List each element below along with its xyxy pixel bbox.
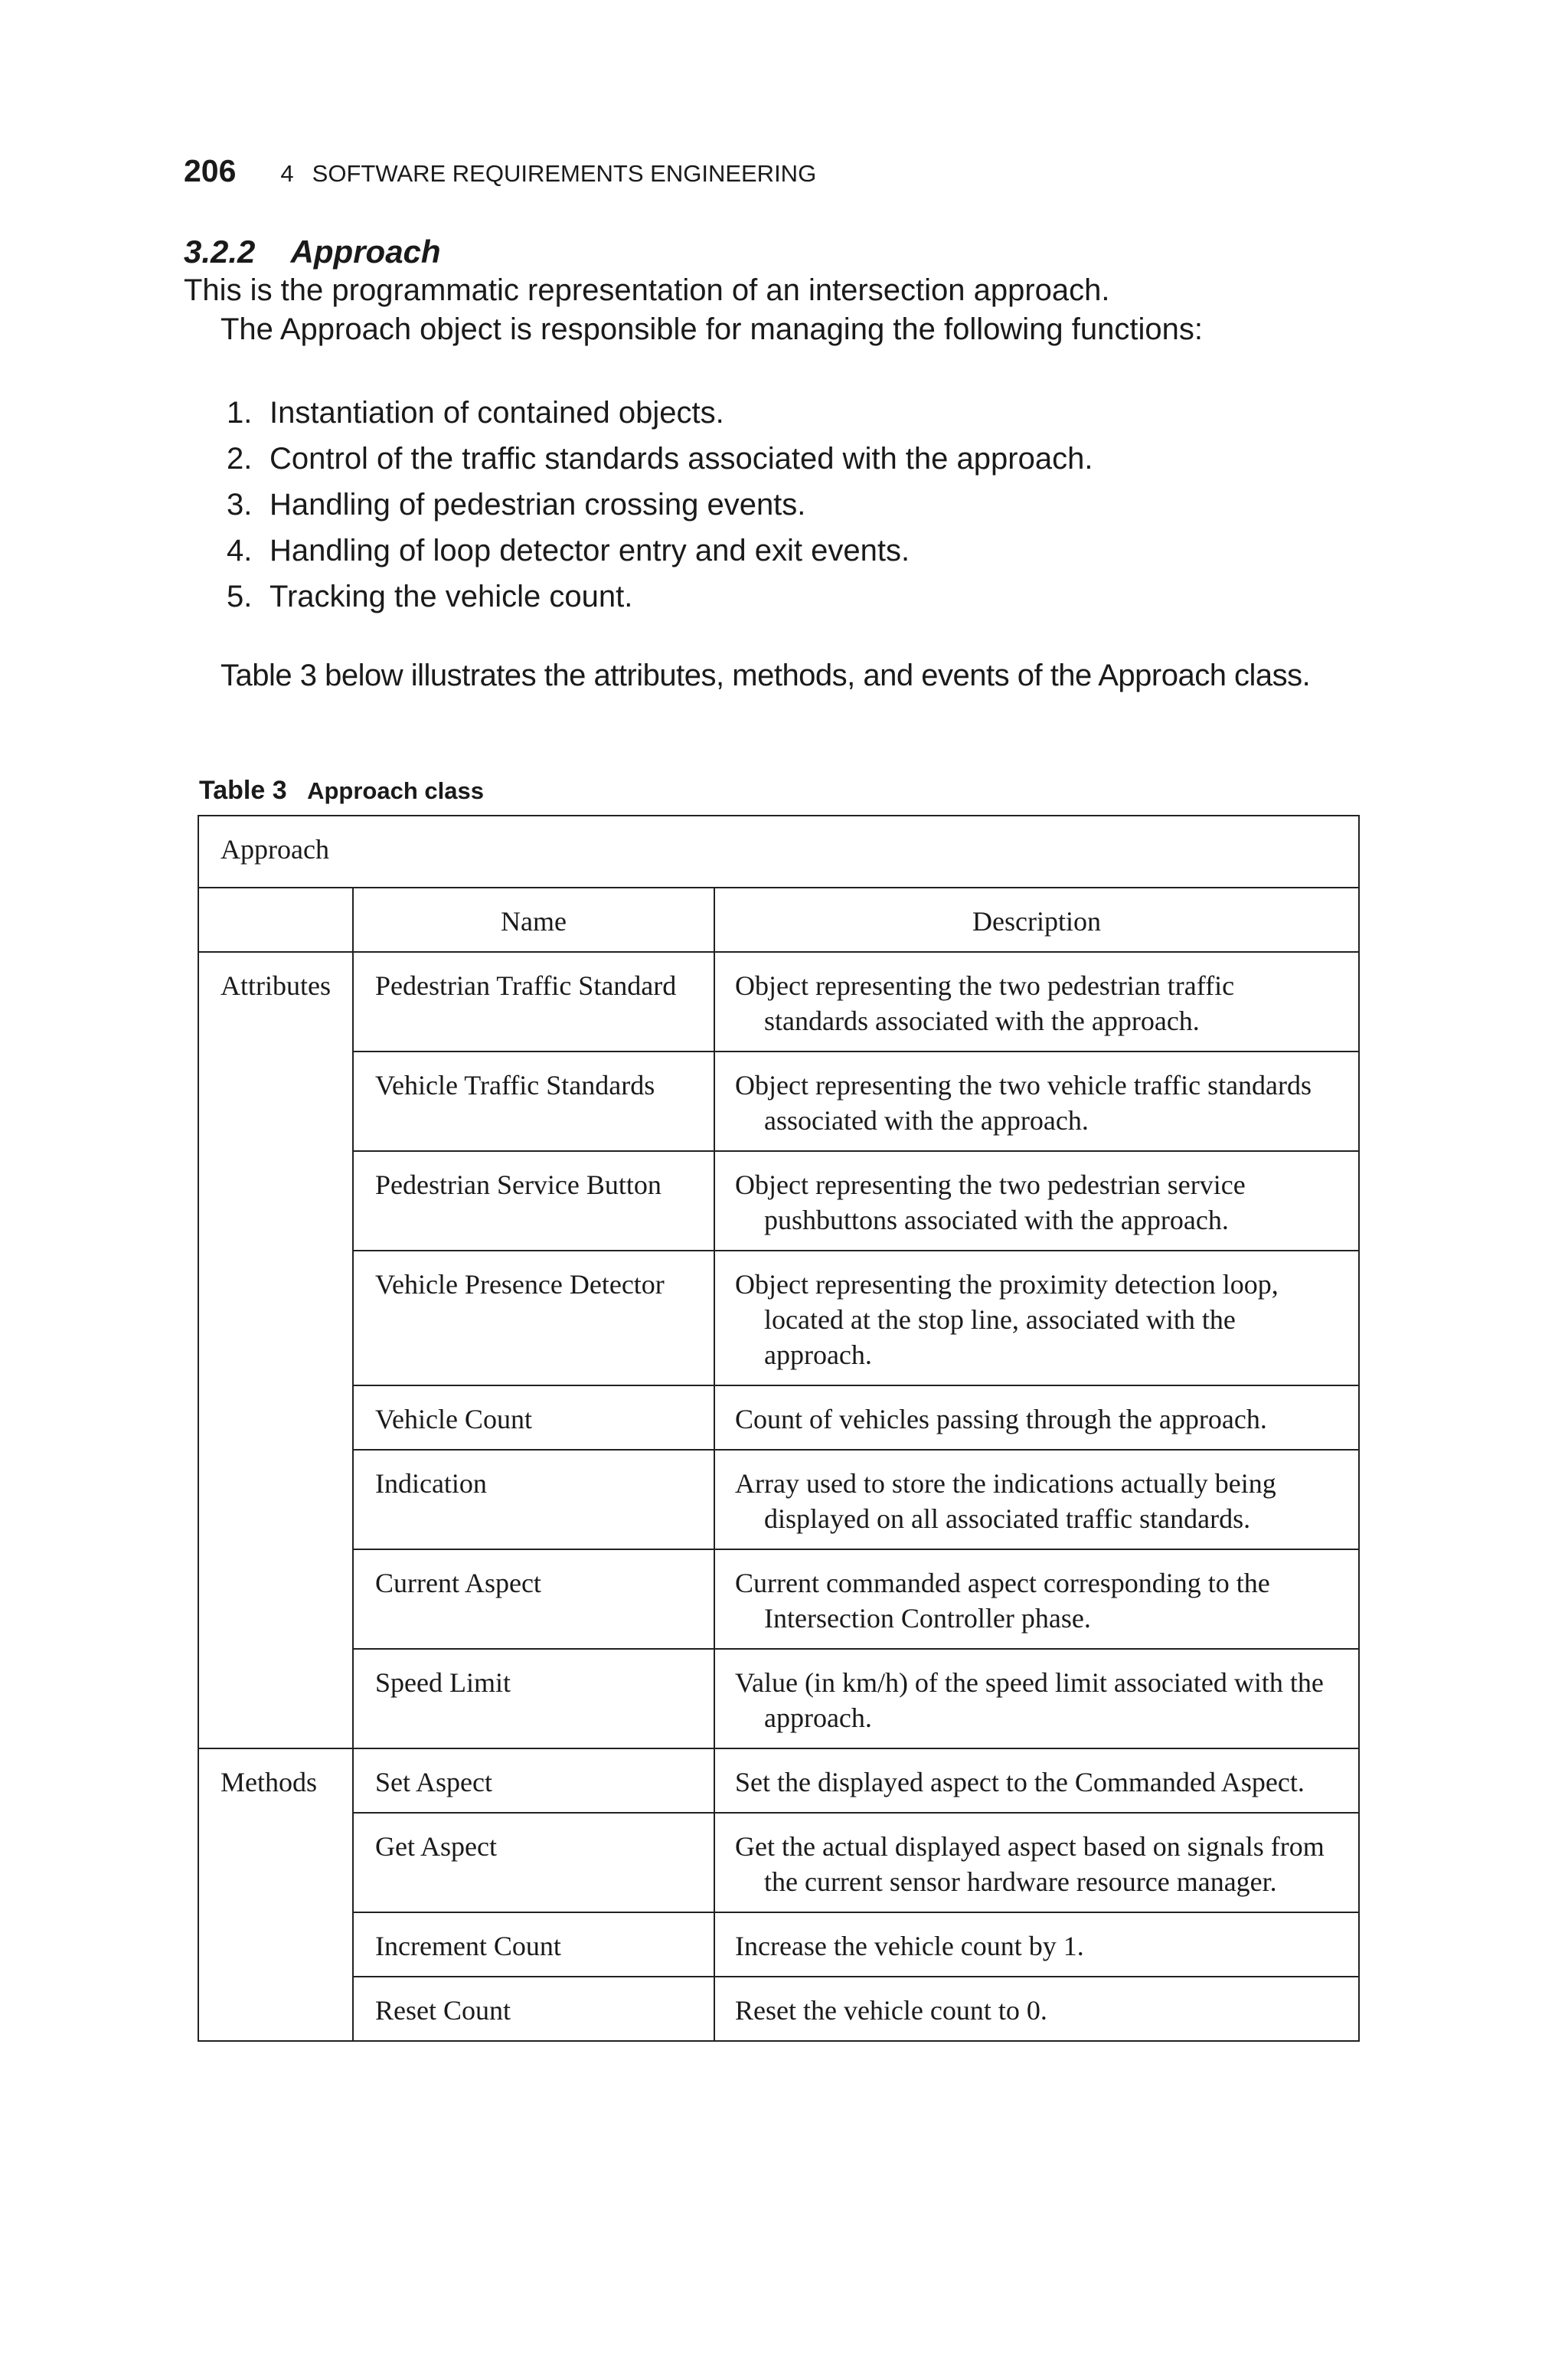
- list-item-text: Control of the traffic standards associated with the approach.: [270, 442, 1093, 476]
- list-item-text: Handling of pedestrian crossing events.: [270, 488, 806, 522]
- table-row: [198, 1912, 1359, 1977]
- attribute-description-cell: Object representing the two pedestrian service pushbuttons associated with the approach.: [714, 1151, 1359, 1251]
- table-header-name: Name: [353, 888, 714, 952]
- table-header-description: Description: [714, 888, 1359, 952]
- table-header-row: [198, 888, 1359, 952]
- attribute-name-cell: Pedestrian Service Button: [353, 1151, 714, 1251]
- method-name-cell: Get Aspect: [353, 1813, 714, 1912]
- list-item: [227, 394, 1093, 440]
- section-heading: [184, 234, 441, 270]
- method-name-cell: Increment Count: [353, 1912, 714, 1977]
- table-row: [198, 1151, 1359, 1251]
- list-item: [227, 486, 1093, 532]
- method-name-cell: Reset Count: [353, 1977, 714, 2041]
- attribute-description-cell: Count of vehicles passing through the approach.: [714, 1385, 1359, 1450]
- intro-paragraph-1: This is the programmatic representation of an intersection approach.: [184, 273, 1110, 307]
- table-class-row: [198, 816, 1359, 888]
- attribute-description-cell: Array used to store the indications actually being displayed on all associated traffic standards.: [714, 1450, 1359, 1549]
- table-header-empty-cell: [198, 888, 353, 952]
- table-caption: [199, 776, 484, 806]
- section-number: 3.2.2: [184, 234, 256, 270]
- list-item: [227, 578, 1093, 624]
- method-description-cell: Get the actual displayed aspect based on signals from the current sensor hardware resource manager.: [714, 1813, 1359, 1912]
- table-row: [198, 1977, 1359, 2041]
- list-item-text: Tracking the vehicle count.: [270, 580, 633, 613]
- section-title: Approach: [290, 234, 441, 270]
- attribute-name-cell: Speed Limit: [353, 1649, 714, 1748]
- approach-class-table: [198, 815, 1360, 2042]
- method-name-cell: Set Aspect: [353, 1748, 714, 1813]
- table-row: [198, 1251, 1359, 1385]
- list-item-number: 5.: [227, 580, 253, 613]
- page-number: 206: [184, 153, 237, 188]
- attribute-name-cell: Vehicle Traffic Standards: [353, 1052, 714, 1151]
- table-row: [198, 1052, 1359, 1151]
- attribute-description-cell: Value (in km/h) of the speed limit associated with the approach.: [714, 1649, 1359, 1748]
- list-item-text: Instantiation of contained objects.: [270, 396, 724, 430]
- list-item-number: 2.: [227, 442, 253, 476]
- table-row: [198, 1549, 1359, 1649]
- table-row: [198, 1385, 1359, 1450]
- attribute-name-cell: Current Aspect: [353, 1549, 714, 1649]
- table-caption-title: Approach class: [307, 777, 484, 804]
- method-description-cell: Reset the vehicle count to 0.: [714, 1977, 1359, 2041]
- table-row: [198, 1649, 1359, 1748]
- method-description-cell: Increase the vehicle count by 1.: [714, 1912, 1359, 1977]
- attribute-description-cell: Current commanded aspect corresponding to the Intersection Controller phase.: [714, 1549, 1359, 1649]
- list-item-number: 4.: [227, 534, 253, 567]
- table-row: [198, 1813, 1359, 1912]
- list-item: [227, 440, 1093, 486]
- table-intro-paragraph: Table 3 below illustrates the attributes, methods, and events of the Approach class.: [220, 659, 1311, 692]
- table-row: [198, 1450, 1359, 1549]
- attribute-name-cell: Pedestrian Traffic Standard: [353, 952, 714, 1052]
- methods-label-cell: Methods: [198, 1748, 353, 2041]
- list-item-number: 3.: [227, 488, 253, 522]
- running-head: [184, 153, 816, 189]
- attributes-label-cell: Attributes: [198, 952, 353, 1748]
- attribute-description-cell: Object representing the two pedestrian traffic standards associated with the approach.: [714, 952, 1359, 1052]
- intro-paragraph-2: The Approach object is responsible for managing the following functions:: [220, 312, 1203, 346]
- attribute-name-cell: Vehicle Count: [353, 1385, 714, 1450]
- class-name-cell: Approach: [198, 816, 1359, 888]
- list-item-number: 1.: [227, 396, 253, 430]
- table-row: [198, 1748, 1359, 1813]
- chapter-title: SOFTWARE REQUIREMENTS ENGINEERING: [312, 160, 817, 187]
- table-caption-label: Table 3: [199, 776, 287, 805]
- functions-list: [227, 394, 1093, 624]
- table-row: [198, 952, 1359, 1052]
- attribute-description-cell: Object representing the proximity detection loop, located at the stop line, associated with the approach.: [714, 1251, 1359, 1385]
- attribute-name-cell: Vehicle Presence Detector: [353, 1251, 714, 1385]
- method-description-cell: Set the displayed aspect to the Commanded Aspect.: [714, 1748, 1359, 1813]
- attribute-name-cell: Indication: [353, 1450, 714, 1549]
- list-item: [227, 532, 1093, 578]
- attribute-description-cell: Object representing the two vehicle traffic standards associated with the approach.: [714, 1052, 1359, 1151]
- chapter-number: 4: [280, 160, 294, 187]
- list-item-text: Handling of loop detector entry and exit events.: [270, 534, 910, 567]
